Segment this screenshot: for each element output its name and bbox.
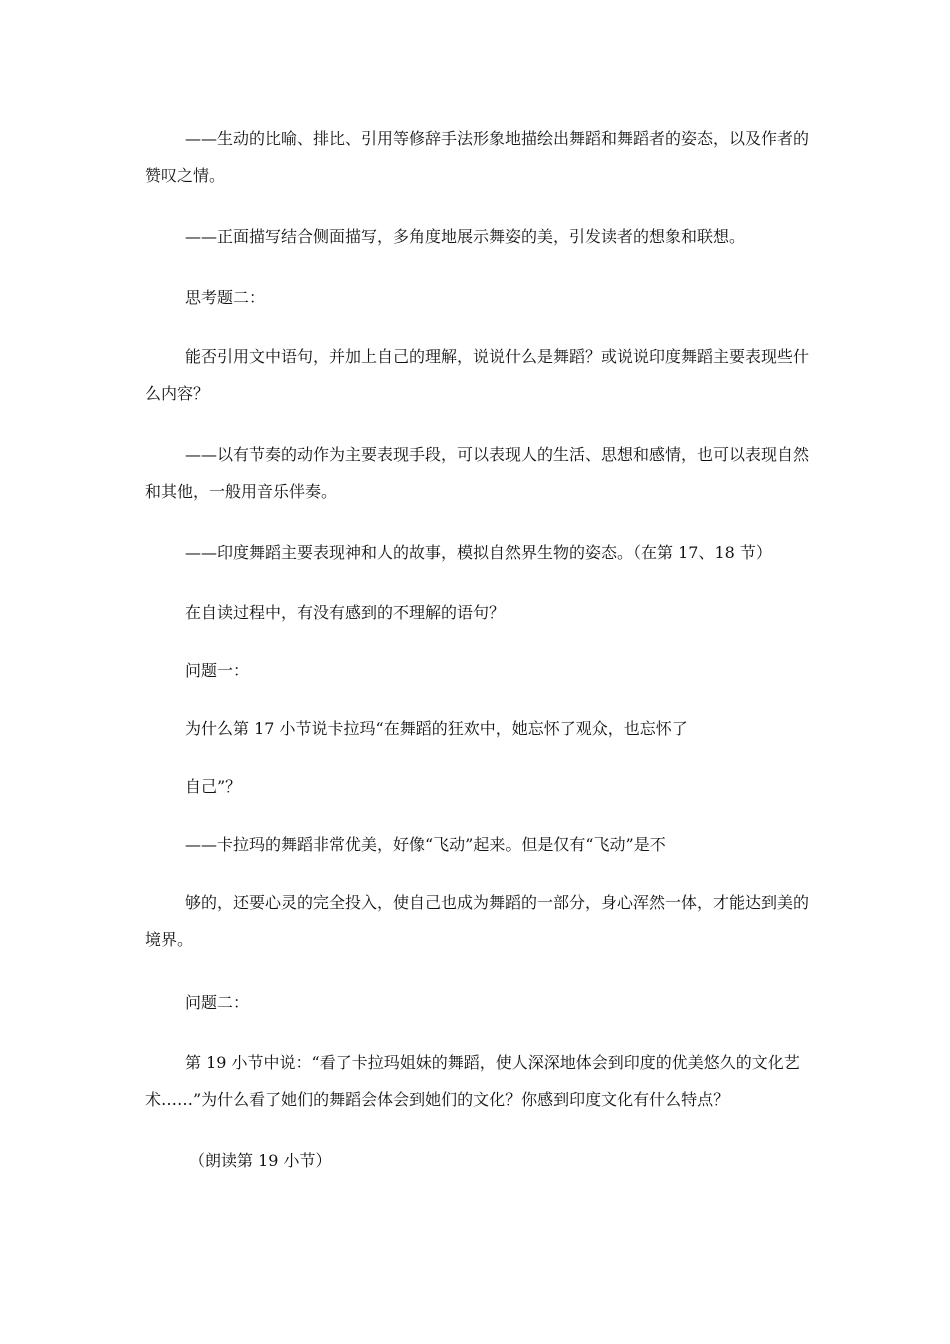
heading-question-two: 思考题二： [185,288,266,307]
paragraph-answer-indian-dance: ——印度舞蹈主要表现神和人的故事，模拟自然界生物的姿态。（在第 17、18 节） [185,543,772,562]
heading-problem-one: 问题一： [185,661,250,680]
paragraph-self-reading-prompt: 在自读过程中，有没有感到的不理解的语句？ [185,603,506,622]
paragraph-rhetoric-analysis: ——生动的比喻、排比、引用等修辞手法形象地描绘出舞蹈和舞蹈者的姿态，以及作者的赞叹之情。 [145,129,810,185]
paragraph-problem-one-question: 为什么第 17 小节说卡拉玛“在舞蹈的狂欢中，她忘怀了观众，也忘怀了 [185,719,688,738]
paragraph-question-dance: 能否引用文中语句，并加上自己的理解，说说什么是舞蹈？或说说印度舞蹈主要表现些什么内容？ [145,347,810,403]
paragraph-problem-two-question: 第 19 小节中说：“看了卡拉玛姐妹的舞蹈，使人深深地体会到印度的优美悠久的文化艺术……”为什么看了她们的舞蹈会体会到她们的文化？你感到印度文化有什么特点？ [145,1053,800,1109]
paragraph-read-aloud-note: （朗读第 19 小节） [189,1151,332,1170]
heading-problem-two: 问题二： [185,993,250,1012]
paragraph-problem-one-answer: ——卡拉玛的舞蹈非常优美，好像“飞动”起来。但是仅有“飞动”是不 [185,835,666,854]
paragraph-description-analysis: ——正面描写结合侧面描写，多角度地展示舞姿的美，引发读者的想象和联想。 [185,227,746,246]
paragraph-problem-one-answer-continued: 够的，还要心灵的完全投入，使自己也成为舞蹈的一部分，身心浑然一体，才能达到美的境界。 [145,893,810,949]
paragraph-answer-dance-definition: ——以有节奏的动作为主要表现手段，可以表现人的生活、思想和感情，也可以表现自然和其他，一般用音乐伴奏。 [145,445,810,501]
paragraph-problem-one-question-end: 自己”？ [185,777,242,796]
